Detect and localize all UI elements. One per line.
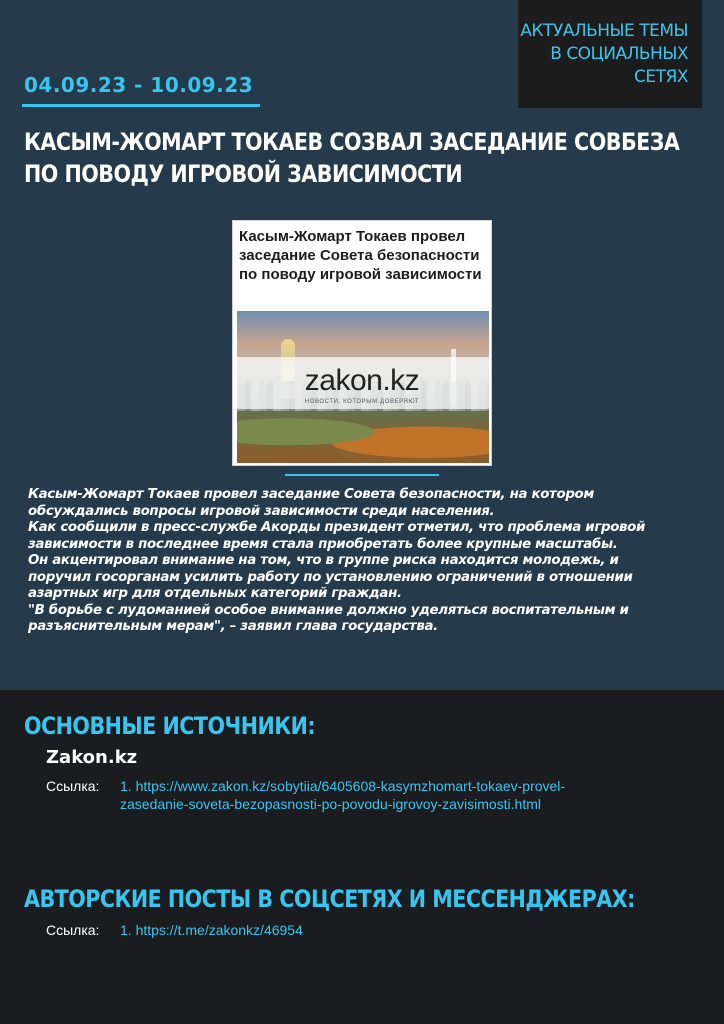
topic-badge — [518, 0, 702, 108]
page-headline: КАСЫМ-ЖОМАРТ ТОКАЕВ СОЗВАЛ ЗАСЕДАНИЕ СОВБЕЗА ПО ПОВОДУ ИГРОВОЙ ЗАВИСИМОСТИ — [24, 128, 680, 188]
article-line: обсуждались вопросы игровой зависимости среди населения. — [28, 503, 495, 519]
article-line: Он акцентировал внимание на том, что в группе риска находится молодежь, и — [28, 553, 619, 568]
author-link-label: Ссылка: — [46, 922, 100, 938]
source-name: Zakon.kz — [46, 747, 138, 768]
source-link-line: zasedanie-soveta-bezopasnosti-po-povodu-igrovoy-zavisimosti.html — [120, 796, 541, 812]
card-title: Касым-Жомарт Токаев провел заседание Совета безопасности по поводу игровой зависимости — [239, 228, 482, 283]
source-link-line: 1. https://www.zakon.kz/sobytiia/6405608-kasymzhomart-tokaev-provel- — [120, 778, 566, 794]
news-screenshot-card — [232, 220, 492, 466]
card-divider — [285, 474, 439, 476]
author-post-link[interactable]: 1. https://t.me/zakonkz/46954 — [120, 922, 303, 938]
article-line: поручил госорганам усилить работу по установлению ограничений в отношении — [28, 569, 633, 585]
badge-line: СЕТЯХ — [634, 67, 688, 87]
date-underline — [22, 104, 260, 107]
park-illustration — [237, 411, 489, 463]
badge-line: АКТУАЛЬНЫЕ ТЕМЫ — [520, 21, 688, 41]
article-line: азартных игр для отдельных категорий граждан. — [28, 586, 402, 601]
zakon-logo: zakon.kz — [304, 364, 420, 397]
sources-heading: ОСНОВНЫЕ ИСТОЧНИКИ: — [24, 712, 316, 740]
date-range: 04.09.23 - 10.09.23 — [24, 73, 254, 97]
article-line: "В борьбе с лудоманией особое внимание должно уделяться воспитательным и — [28, 602, 629, 618]
badge-line: В СОЦИАЛЬНЫХ — [550, 44, 688, 64]
author-posts-heading: АВТОРСКИЕ ПОСТЫ В СОЦСЕТЯХ И МЕССЕНДЖЕРАХ: — [24, 885, 635, 913]
source-link[interactable] — [120, 777, 680, 813]
source-link-label: Ссылка: — [46, 778, 100, 794]
article-text — [28, 487, 718, 636]
article-line: Как сообщили в пресс-службе Акорды президент отметил, что проблема игровой — [28, 520, 646, 535]
article-line: зависимости в последнее время стала приобретать более крупные масштабы. — [28, 536, 618, 552]
article-line: разъяснительным мерам", – заявил глава государства. — [28, 619, 438, 634]
logo-tagline: НОВОСТИ, КОТОРЫМ ДОВЕРЯЮТ — [304, 399, 420, 405]
article-line: Касым-Жомарт Токаев провел заседание Совета безопасности, на котором — [28, 487, 595, 502]
